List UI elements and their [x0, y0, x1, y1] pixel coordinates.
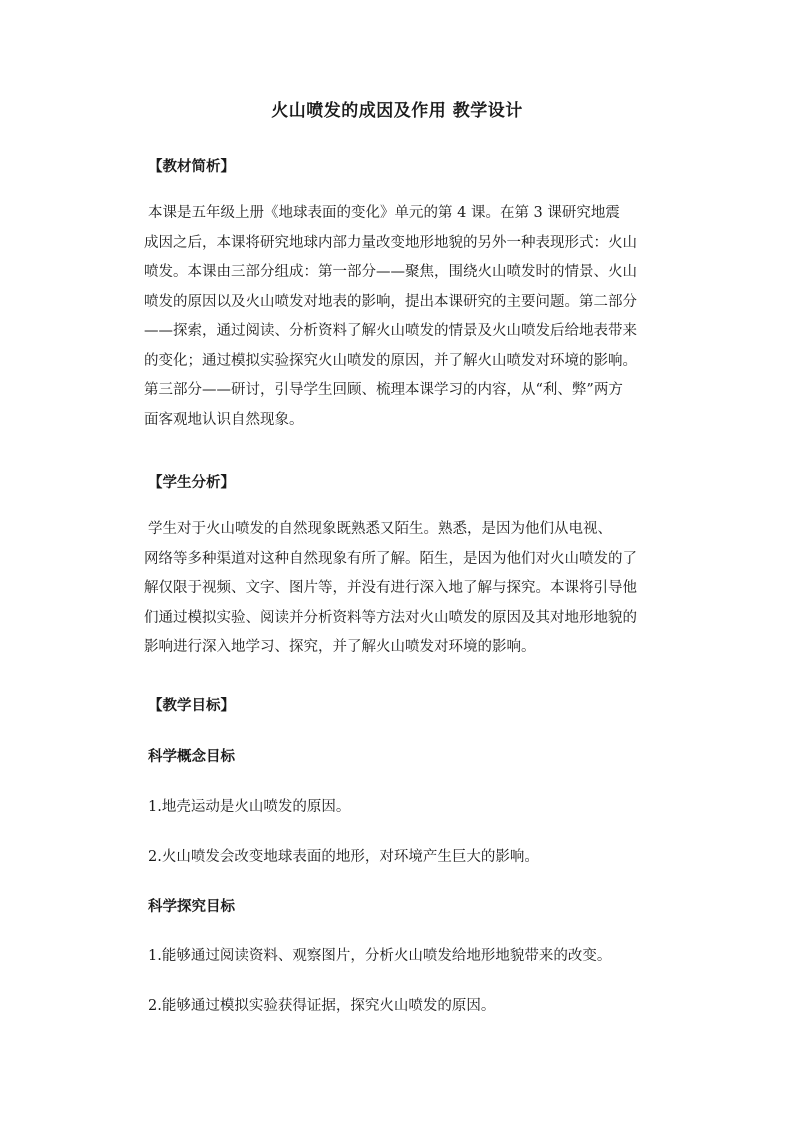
- paragraph-line: 本课是五年级上册《地球表面的变化》单元的第 4 课。在第 3 课研究地震: [148, 205, 620, 221]
- paragraph-line: 解仅限于视频、文字、图片等，并没有进行深入地了解与探究。本课将引导他: [144, 580, 637, 596]
- paragraph-line: 喷发的原因以及火山喷发对地表的影响，提出本课研究的主要问题。第二部分: [144, 293, 637, 310]
- paragraph-line: 们通过模拟实验、阅读并分析资料等方法对火山喷发的原因及其对地形地貌的: [144, 609, 637, 626]
- textbook-analysis-paragraph: [144, 199, 670, 435]
- paragraph-line: 第三部分——研讨，引导学生回顾、梳理本课学习的内容，从“利、弊”两方: [144, 382, 623, 398]
- goal-item: 1.能够通过阅读资料、观察图片，分析火山喷发给地形地貌带来的改变。: [148, 948, 612, 964]
- goal-item: 1.地壳运动是火山喷发的原因。: [148, 799, 351, 815]
- section-heading-textbook-analysis: 【教材简析】: [148, 158, 235, 175]
- goal-item: 2.能够通过模拟实验获得证据，探究火山喷发的原因。: [148, 998, 496, 1014]
- paragraph-line: 学生对于火山喷发的自然现象既熟悉又陌生。熟悉，是因为他们从电视、: [148, 521, 612, 537]
- subheading-concept-goals: 科学概念目标: [148, 748, 235, 765]
- document-title: 火山喷发的成因及作用 教学设计: [271, 101, 523, 121]
- section-heading-teaching-goals: 【教学目标】: [148, 697, 235, 714]
- paragraph-line: 的变化；通过模拟实验探究火山喷发的原因，并了解火山喷发对环境的影响。: [144, 352, 637, 369]
- paragraph-line: 影响进行深入地学习、探究，并了解火山喷发对环境的影响。: [144, 639, 536, 655]
- paragraph-line: 面客观地认识自然现象。: [144, 411, 304, 428]
- goal-item: 2.火山喷发会改变地球表面的地形，对环境产生巨大的影响。: [148, 849, 539, 865]
- student-analysis-paragraph: [144, 515, 670, 663]
- paragraph-line: 喷发。本课由三部分组成：第一部分——聚焦，围绕火山喷发时的情景、火山: [144, 264, 637, 280]
- section-heading-student-analysis: 【学生分析】: [148, 474, 235, 491]
- paragraph-line: 网络等多种渠道对这种自然现象有所了解。陌生，是因为他们对火山喷发的了: [144, 550, 637, 567]
- paragraph-line: 成因之后，本课将研究地球内部力量改变地形地貌的另外一种表现形式：火山: [144, 234, 637, 251]
- paragraph-line: ——探索，通过阅读、分析资料了解火山喷发的情景及火山喷发后给地表带来: [144, 323, 637, 339]
- subheading-inquiry-goals: 科学探究目标: [148, 898, 235, 915]
